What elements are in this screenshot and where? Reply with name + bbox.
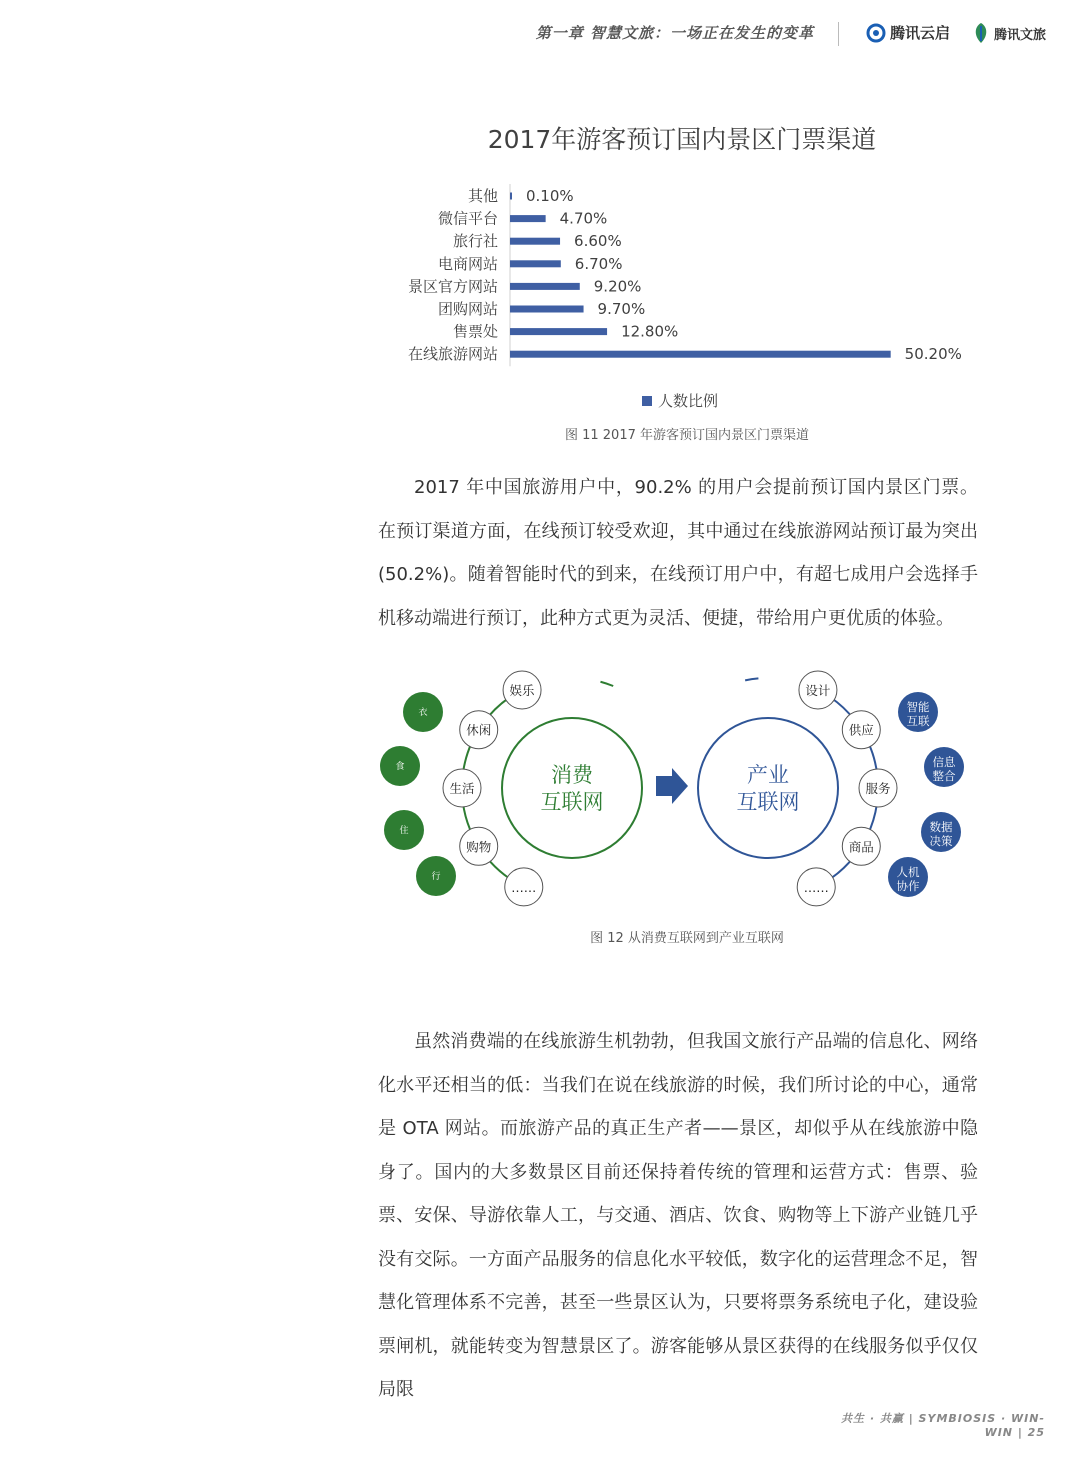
data-label: 6.60% [574, 232, 622, 251]
legend-label: 人数比例 [658, 392, 719, 410]
paragraph-1: 2017 年中国旅游用户中，90.2% 的用户会提前预订国内景区门票。在预订渠道方面，在线预订较受欢迎，其中通过在线旅游网站预订最为突出 (50.2%)。随着智能时代的到来，在线预订用户中，有超七成用户会选择手机移动端进行预订，此种方式更为灵活、便捷，带给用户更优质的体验。 [378, 477, 978, 629]
data-label: 6.70% [574, 254, 623, 273]
center-label: 消费 [551, 763, 593, 787]
data-label: 9.70% [597, 300, 646, 318]
legend-swatch [642, 396, 652, 406]
internet-diagram [376, 662, 980, 912]
arrow-right-icon [656, 768, 688, 804]
bar [510, 193, 512, 200]
figure11-caption: 图 11 2017 年游客预订国内景区门票渠道 [564, 428, 810, 443]
data-label: 0.10% [526, 187, 574, 205]
category-label: 电商网站 [437, 254, 498, 273]
blue-dot-label: 数据 [929, 820, 953, 834]
category-label: 其他 [467, 187, 498, 205]
category-label: 微信平台 [437, 209, 498, 228]
ring-node-label: 设计 [805, 682, 831, 698]
ring-node-label: 商品 [848, 839, 874, 855]
bar-chart-svg [380, 118, 990, 418]
blue-dot-label: 人机 [896, 865, 920, 879]
bar [510, 306, 584, 313]
blue-dot-label: 互联 [906, 714, 930, 728]
ring-node-label: 购物 [466, 839, 492, 855]
blue-dot-label: 协作 [896, 879, 920, 893]
outer-arc [600, 682, 613, 686]
page-footer: 共生 · 共赢 | SYMBIOSIS · WIN-WIN | 25 [841, 1412, 1045, 1439]
bar [510, 238, 560, 245]
data-label: 4.70% [559, 209, 608, 228]
blue-dot-label: 决策 [929, 834, 953, 848]
left-center-circle [502, 718, 642, 858]
brand-a-label: 腾讯云启 [890, 24, 951, 42]
blue-dot-label: 整合 [932, 769, 956, 783]
category-label: 在线旅游网站 [407, 345, 498, 364]
ring-node-label: 供应 [848, 722, 874, 738]
ring-node-label: …… [511, 879, 537, 895]
ring-node-label: 娱乐 [509, 682, 535, 698]
category-label: 景区官方网站 [407, 277, 498, 296]
bar [510, 351, 891, 358]
bar [510, 260, 561, 267]
green-dot-label: 衣 [418, 708, 428, 718]
data-label: 50.20% [904, 345, 962, 364]
bar [510, 328, 607, 335]
bar-chart [380, 118, 990, 448]
center-label: 互联网 [540, 790, 604, 814]
category-label: 售票处 [452, 322, 498, 341]
green-dot-label: 食 [395, 762, 405, 772]
outer-arc [745, 678, 758, 680]
chart-title: 2017年游客预订国内景区门票渠道 [487, 125, 877, 154]
ring-node-label: 休闲 [466, 722, 492, 738]
chapter-title: 第一章 智慧文旅：一场正在发生的变革 [535, 24, 814, 42]
category-label: 旅行社 [452, 232, 498, 251]
center-label: 产业 [747, 763, 789, 787]
category-label: 团购网站 [437, 300, 498, 318]
paragraph-2: 虽然消费端的在线旅游生机勃勃，但我国文旅行产品端的信息化、网络化水平还相当的低：当我们在说在线旅游的时候，我们所讨论的中心，通常是 OTA 网站。而旅游产品的真正生产者——景区，却似乎从在线旅游中隐身了。国内的大多数景区目前还保持着传统的管理和运营方式：售票、验票、安保、导游依靠人工，与交通、酒店、饮食、购物等上下游产业链几乎没有交际。一方面产品服务的信息化水平较低，数字化的运营理念不足，智慧化管理体系不完善，甚至一些景区认为，只要将票务系统电子化，建设验票闸机，就能转变为智慧景区了。游客能够从景区获得的在线服务似乎仅仅局限 [378, 1031, 978, 1400]
diagram-svg [376, 662, 980, 912]
blue-dot-label: 智能 [906, 700, 930, 714]
brand-b-label: 腾讯文旅 [994, 27, 1047, 43]
brand-tencent-cloud [866, 22, 950, 43]
header-divider [838, 22, 839, 46]
right-center-circle [698, 718, 838, 858]
cloud-logo-icon [866, 23, 886, 43]
blue-dot-label: 信息 [932, 755, 956, 769]
brand-tencent-travel [972, 22, 1046, 44]
figure12-caption: 图 12 从消费互联网到产业互联网 [590, 931, 784, 946]
data-label: 12.80% [621, 322, 679, 341]
data-label: 9.20% [593, 277, 642, 296]
center-label: 互联网 [736, 790, 800, 814]
ring-node-label: 生活 [449, 781, 475, 796]
bar [510, 283, 580, 290]
green-dot-label: 行 [431, 872, 441, 882]
ring-node-label: 服务 [865, 781, 891, 796]
green-dot-label: 住 [399, 826, 409, 836]
leaf-logo-icon [972, 22, 990, 44]
bar [510, 215, 546, 222]
ring-node-label: …… [803, 879, 829, 895]
